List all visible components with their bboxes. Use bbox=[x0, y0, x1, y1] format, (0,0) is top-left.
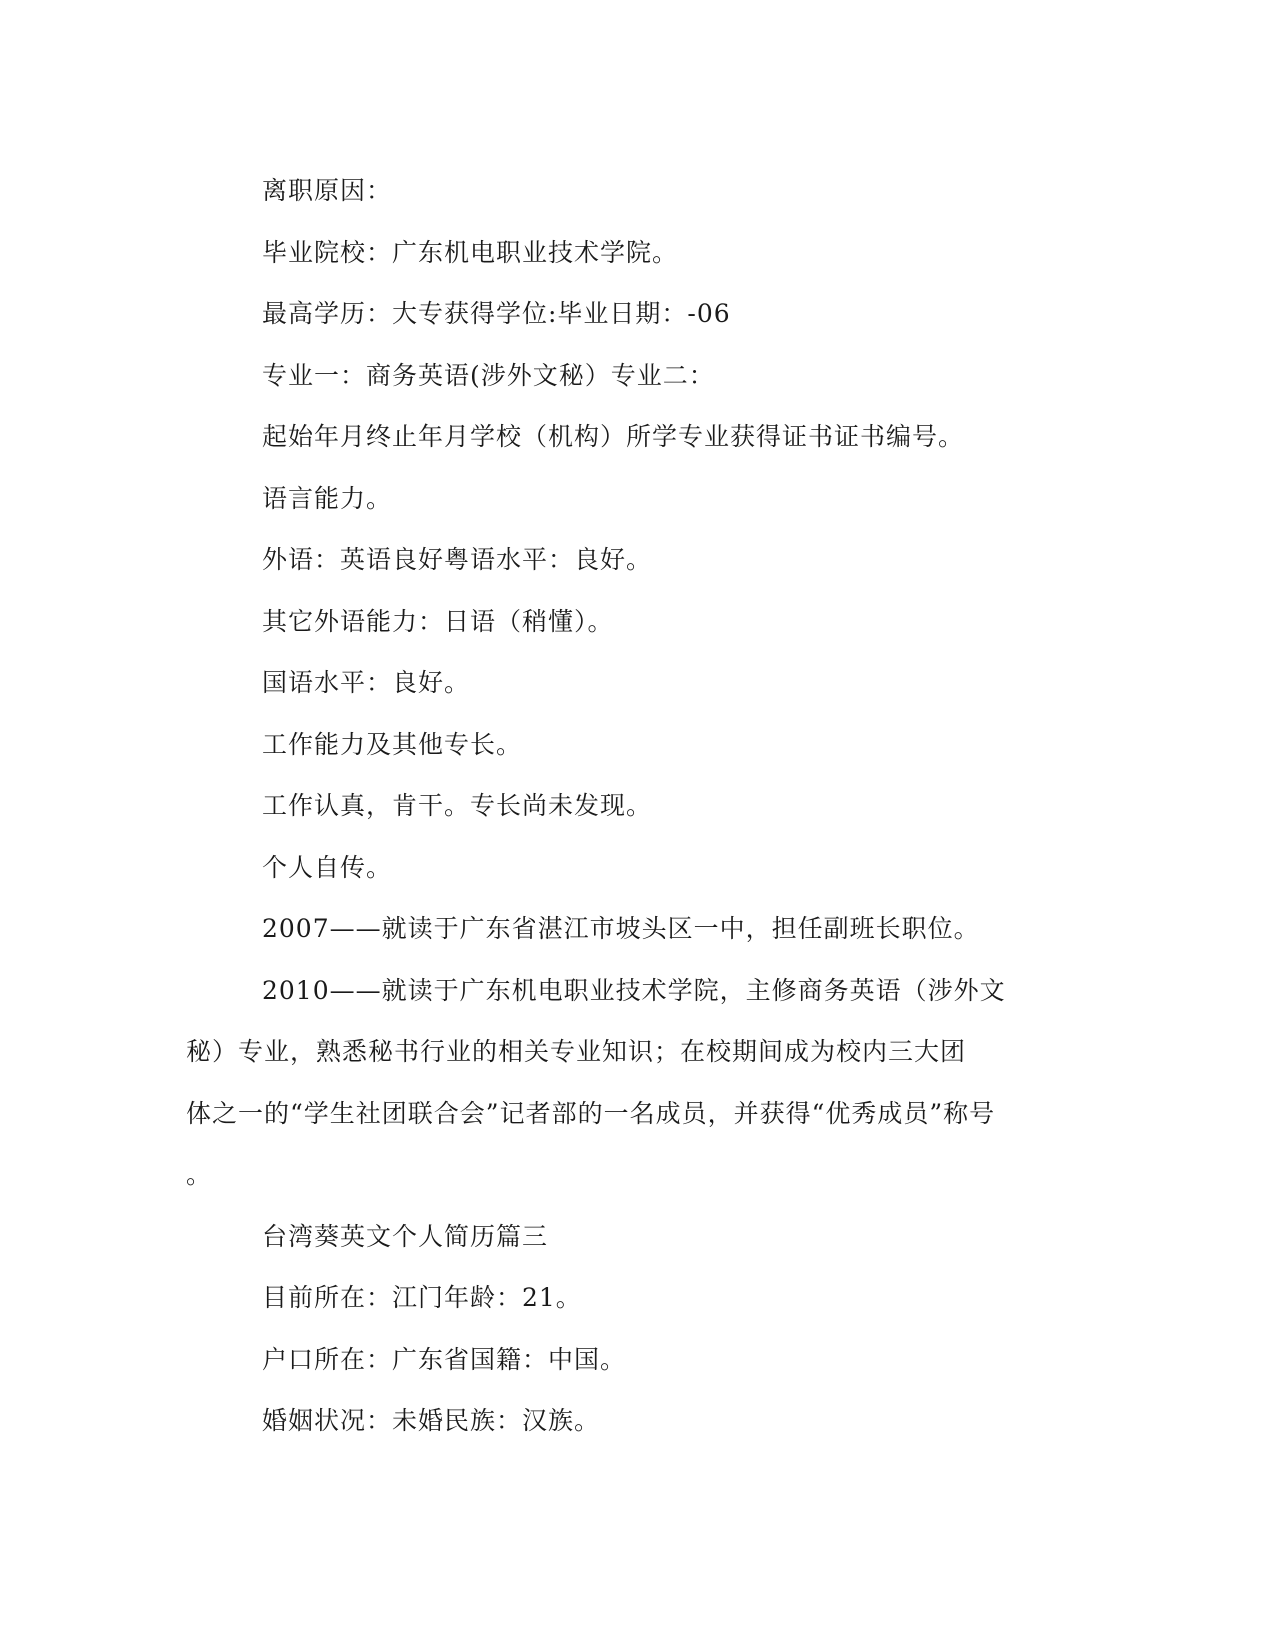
paragraph-2010-line-1: 2010——就读于广东机电职业技术学院，主修商务英语（涉外文 bbox=[262, 975, 1006, 1005]
text-2007-entry: 2007——就读于广东省湛江市坡头区一中，担任副班长职位。 bbox=[262, 914, 980, 943]
document-body bbox=[186, 160, 1076, 1452]
text-language-heading: 语言能力。 bbox=[262, 483, 393, 513]
section-3-title: 台湾葵英文个人简历篇三 bbox=[262, 1221, 549, 1251]
paragraph-2010-line-3: 体之一的“学生社团联合会”记者部的一名成员，并获得“优秀成员”称号 bbox=[186, 1098, 996, 1128]
text-major: 专业一：商务英语(涉外文秘）专业二： bbox=[262, 360, 715, 390]
text-other-language: 其它外语能力：日语（稍懂）。 bbox=[262, 606, 614, 636]
text-marital-status: 婚姻状况：未婚民族：汉族。 bbox=[262, 1406, 601, 1435]
text-leave-reason: 离职原因： bbox=[262, 176, 393, 205]
text-autobiography-heading: 个人自传。 bbox=[262, 852, 393, 882]
text-household-registration: 户口所在：广东省国籍：中国。 bbox=[262, 1344, 627, 1374]
paragraph-2010-entry bbox=[186, 960, 1076, 1206]
text-mandarin-level: 国语水平：良好。 bbox=[262, 668, 471, 697]
text-graduate-school: 毕业院校：广东机电职业技术学院。 bbox=[262, 237, 679, 267]
text-skills: 工作认真，肯干。专长尚未发现。 bbox=[262, 791, 653, 820]
text-highest-education: 最高学历：大专获得学位:毕业日期：-06 bbox=[262, 299, 731, 328]
text-education-table-header: 起始年月终止年月学校（机构）所学专业获得证书证书编号。 bbox=[262, 422, 965, 451]
text-foreign-language: 外语：英语良好粤语水平：良好。 bbox=[262, 545, 653, 574]
paragraph-2010-line-4: 。 bbox=[186, 1160, 213, 1189]
text-skills-heading: 工作能力及其他专长。 bbox=[262, 729, 523, 759]
paragraph-2010-line-2: 秘）专业，熟悉秘书行业的相关专业知识；在校期间成为校内三大团 bbox=[186, 1037, 967, 1066]
text-current-location: 目前所在：江门年龄：21。 bbox=[262, 1283, 582, 1312]
